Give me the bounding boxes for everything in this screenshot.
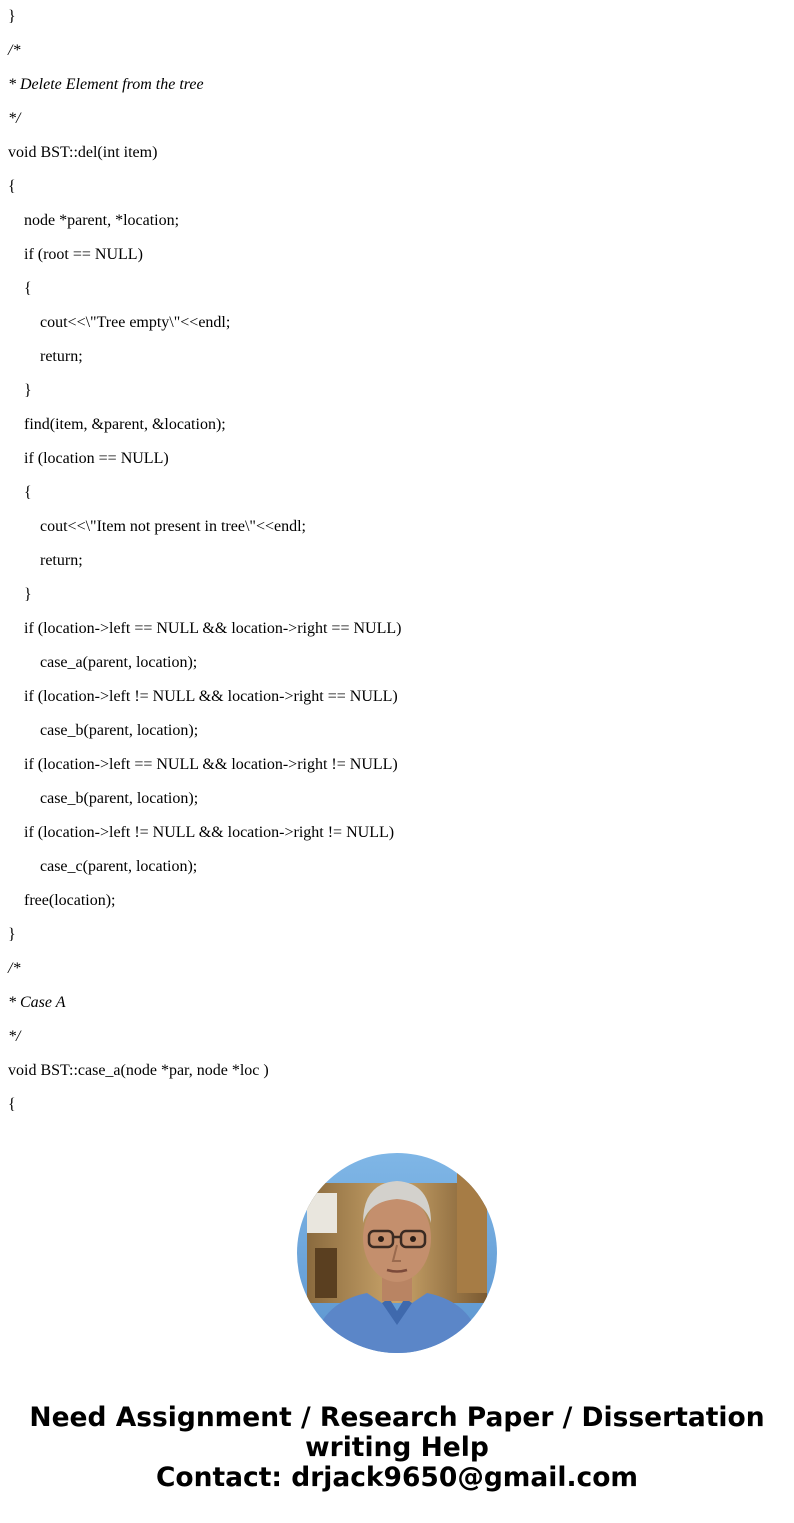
code-comment-line: * Delete Element from the tree	[8, 76, 204, 93]
code-line: if (location == NULL)	[24, 450, 169, 467]
code-line: }	[24, 382, 32, 399]
code-comment-line: /*	[8, 42, 21, 59]
code-line: case_b(parent, location);	[40, 722, 199, 739]
code-comment-line: */	[8, 110, 21, 127]
code-line: free(location);	[24, 892, 116, 909]
code-line: {	[24, 280, 32, 297]
promo-line-1: Need Assignment / Research Paper / Dissertation	[29, 1402, 765, 1433]
code-line: void BST::del(int item)	[8, 144, 158, 161]
code-comment-line: */	[8, 1028, 21, 1045]
code-line: find(item, &parent, &location);	[24, 416, 226, 433]
code-line: return;	[40, 348, 83, 365]
code-line: cout<<\"Tree empty\"<<endl;	[40, 314, 231, 331]
code-line: node *parent, *location;	[24, 212, 180, 229]
code-line: if (location->left == NULL && location->right != NULL)	[24, 756, 398, 773]
code-line: {	[8, 1096, 16, 1113]
code-line: case_b(parent, location);	[40, 790, 199, 807]
code-line: }	[8, 8, 16, 25]
code-line: }	[8, 926, 16, 943]
author-avatar	[297, 1153, 497, 1353]
code-line: void BST::case_a(node *par, node *loc )	[8, 1062, 269, 1079]
code-line: cout<<\"Item not present in tree\"<<endl;	[40, 518, 306, 535]
code-comment-line: * Case A	[8, 994, 66, 1011]
author-photo-icon	[297, 1153, 497, 1353]
code-line: }	[24, 586, 32, 603]
code-listing	[8, 0, 788, 1122]
code-line: case_c(parent, location);	[40, 858, 198, 875]
code-line: if (root == NULL)	[24, 246, 143, 263]
code-line: {	[24, 484, 32, 501]
promo-line-2: writing Help	[305, 1432, 489, 1463]
promo-contact: Contact: drjack9650@gmail.com	[155, 1462, 639, 1493]
code-line: if (location->left != NULL && location->right != NULL)	[24, 824, 395, 841]
code-line: if (location->left != NULL && location->right == NULL)	[24, 688, 398, 705]
code-line: case_a(parent, location);	[40, 654, 198, 671]
code-line: return;	[40, 552, 83, 569]
code-comment-line: /*	[8, 960, 21, 977]
code-line: {	[8, 178, 16, 195]
code-line: if (location->left == NULL && location->right == NULL)	[24, 620, 402, 637]
promo-banner	[0, 1403, 794, 1493]
